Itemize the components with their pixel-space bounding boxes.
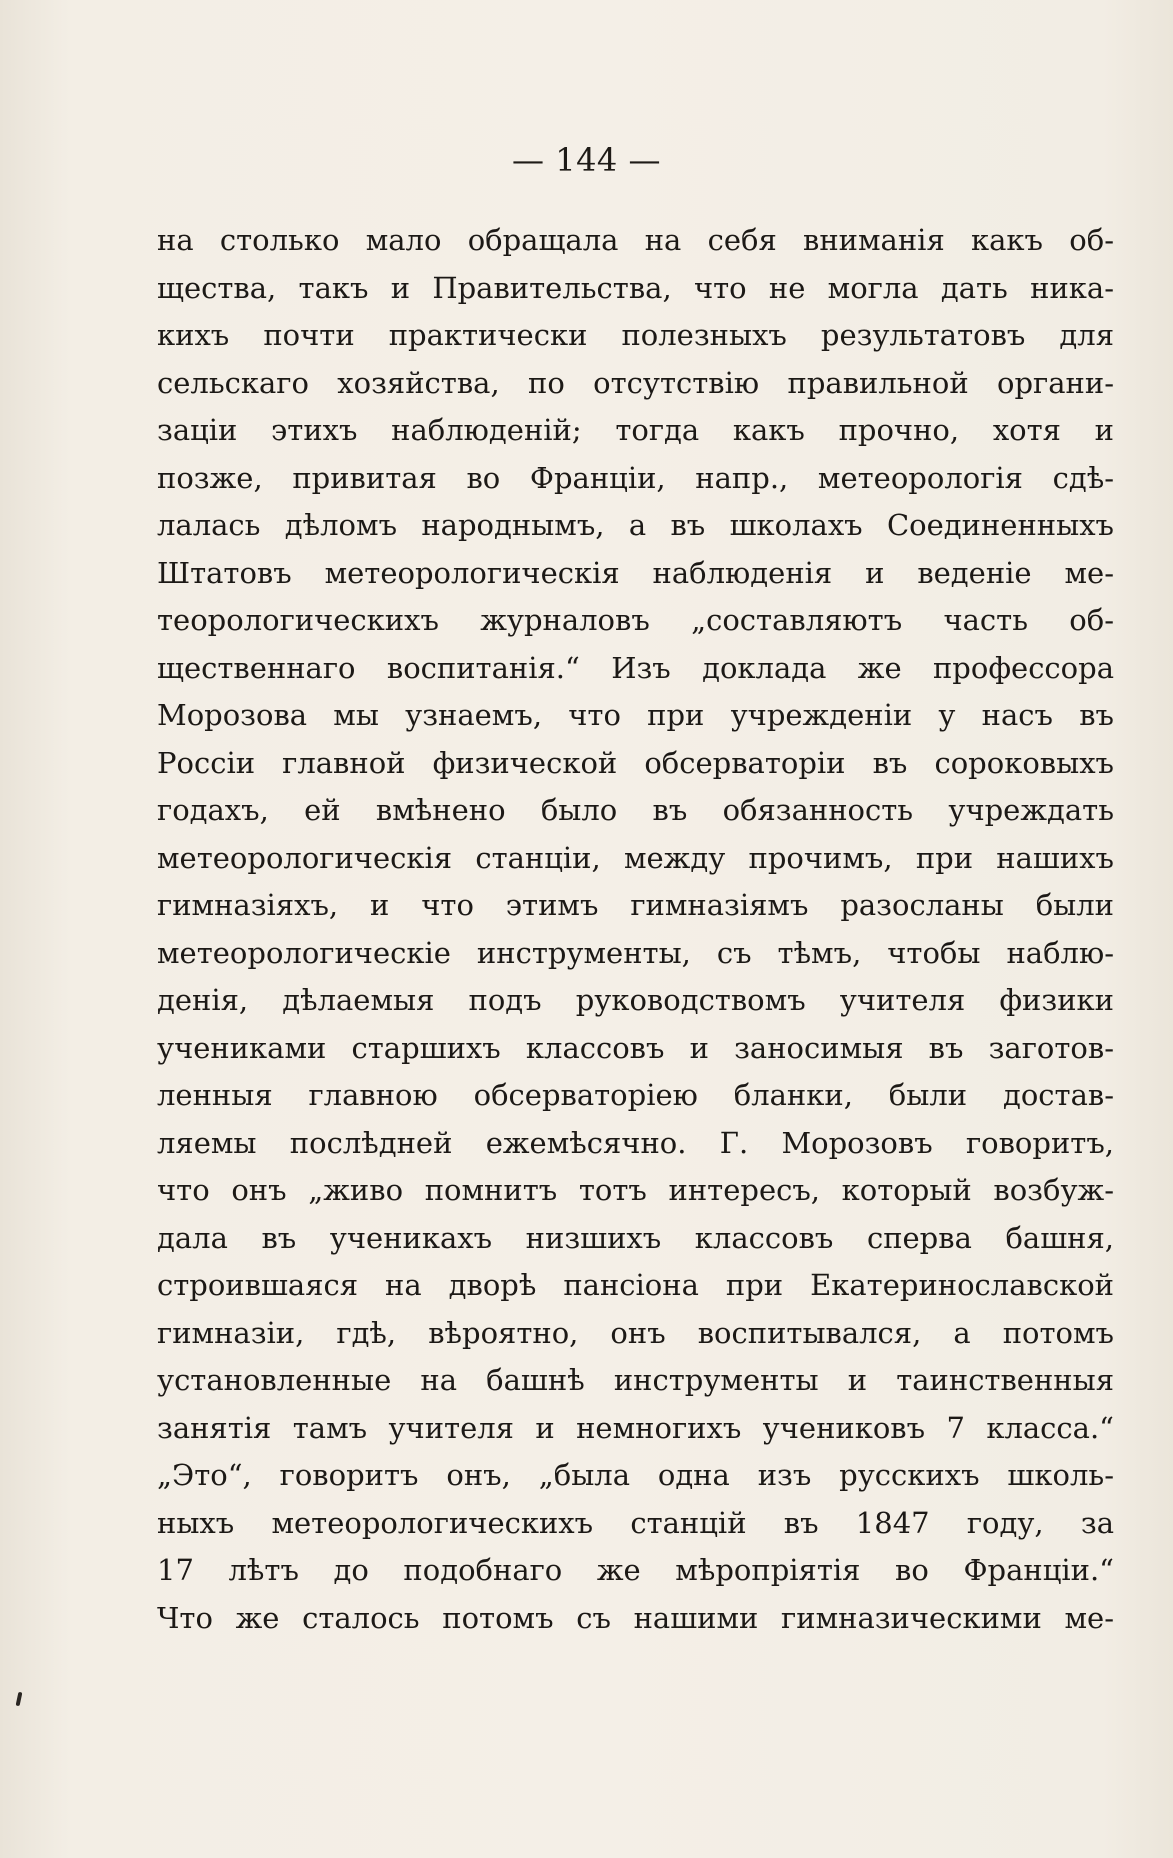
text-line: на столько мало обращала на себя вниманія какъ об- [157, 223, 1114, 257]
text-line: учениками старшихъ классовъ и заносимыя въ заготов- [157, 1030, 1114, 1065]
text-line: ленныя главною обсерваторіею бланки, были достав- [157, 1078, 1114, 1112]
text-line: лалась дѣломъ народнымъ, а въ школахъ Соединенныхъ [157, 508, 1114, 542]
text-line: щественнаго воспитанія.“ Изъ доклада же профессора [157, 650, 1114, 685]
text-line: занятія тамъ учителя и немногихъ учениковъ 7 класса.“ [157, 1410, 1114, 1445]
text-line: денія, дѣлаемыя подъ руководствомъ учителя физики [157, 983, 1114, 1017]
text-line: „Это“, говоритъ онъ, „была одна изъ русскихъ школь- [157, 1458, 1114, 1492]
text-line: 17 лѣтъ до подобнаго же мѣропріятія во Франціи.“ [157, 1553, 1114, 1587]
body-text [157, 217, 1114, 1642]
text-line: метеорологическія станціи, между прочимъ, при нашихъ [157, 840, 1114, 875]
text-line: что онъ „живо помнитъ тотъ интересъ, который возбуж- [157, 1173, 1114, 1207]
text-line: ляемы послѣдней ежемѣсячно. Г. Морозовъ говоритъ, [157, 1125, 1114, 1160]
text-line: заціи этихъ наблюденій; тогда какъ прочно, хотя и [157, 413, 1114, 447]
text-line: годахъ, ей вмѣнено было въ обязанность учреждать [157, 793, 1114, 827]
text-line: кихъ почти практически полезныхъ результатовъ для [157, 318, 1114, 352]
ink-speck [16, 1692, 23, 1707]
text-line: щества, такъ и Правительства, что не могла дать никa- [157, 270, 1114, 305]
text-line: метеорологическіе инструменты, съ тѣмъ, чтобы наблю- [157, 935, 1114, 970]
text-line: позже, привитая во Франціи, напр., метеорологія сдѣ- [157, 460, 1114, 495]
text-line: ныхъ метеорологическихъ станцій въ 1847 году, за [157, 1505, 1114, 1540]
text-line: Морозова мы узнаемъ, что при учрежденіи у насъ въ [157, 698, 1114, 732]
text-line: Что же сталось потомъ съ нашими гимназическими ме- [157, 1600, 1114, 1635]
text-line: Штатовъ метеорологическія наблюденія и веденіе ме- [157, 555, 1114, 590]
text-line: гимназіяхъ, и что этимъ гимназіямъ разосланы были [157, 888, 1114, 922]
page-number: — 144 — [512, 141, 661, 179]
text-line: Россіи главной физической обсерваторіи въ сороковыхъ [157, 745, 1114, 780]
text-line: строившаяся на дворѣ пансіона при Екатеринославской [157, 1268, 1114, 1302]
text-line: дала въ ученикахъ низшихъ классовъ сперва башня, [157, 1220, 1114, 1255]
text-line: гимназіи, гдѣ, вѣроятно, онъ воспитывался, а потомъ [157, 1315, 1114, 1350]
text-line: сельскаго хозяйства, по отсутствію правильной органи- [157, 365, 1114, 400]
text-line: теорологическихъ журналовъ „составляютъ часть об- [157, 603, 1114, 637]
text-line: установленные на башнѣ инструменты и таинственныя [157, 1363, 1114, 1397]
